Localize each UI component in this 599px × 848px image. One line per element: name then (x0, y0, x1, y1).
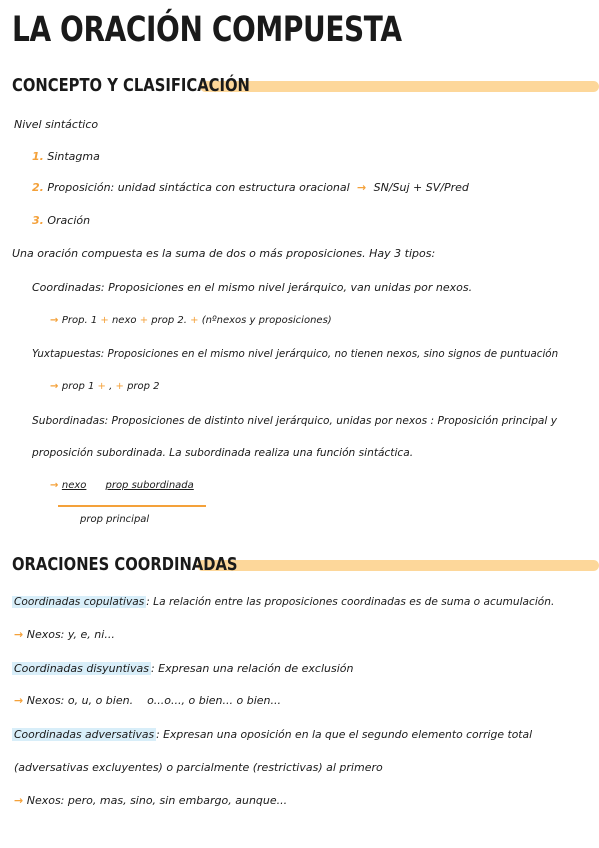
page-title: LA ORACIÓN COMPUESTA (12, 10, 402, 50)
list-item (32, 214, 90, 227)
definition-text: : Expresan una relación de exclusión (150, 662, 354, 675)
list-text: Sintagma (47, 150, 100, 163)
formula-term: prop 1 (61, 381, 95, 392)
list-item (32, 150, 100, 163)
highlight-label: Coordinadas copulativas (14, 596, 145, 608)
section-heading-bar (197, 560, 599, 571)
section-heading-concepto: CONCEPTO Y CLASIFICACIÓN (12, 75, 250, 96)
nivel-sintactico-label: Nivel sintáctico (14, 118, 99, 131)
subordinadas-formula (50, 480, 194, 491)
prop-principal-label: prop principal (80, 514, 150, 525)
list-item (32, 181, 469, 194)
subordinadas-def: Subordinadas: Proposiciones de distinto nivel jerárquico, unidas por nexos : Proposición principal y (32, 415, 557, 427)
copulativas-nexos (14, 628, 115, 641)
arrow-right-icon: → (14, 628, 24, 641)
highlight-label: Coordinadas disyuntivas (14, 662, 149, 675)
arrow-right-icon: → (50, 381, 62, 392)
yuxtapuestas-def: Yuxtapuestas: Proposiciones en el mismo nivel jerárquico, no tienen nexos, sino signos de puntuación (32, 348, 559, 360)
intro-text: Una oración compuesta es la suma de dos o más proposiciones. Hay 3 tipos: (12, 247, 436, 260)
list-text: Proposición: unidad sintáctica con estructura oracional (47, 181, 350, 194)
arrow-right-icon: → (353, 181, 371, 194)
list-tail: SN/Suj + SV/Pred (373, 181, 469, 194)
formula-term: prop 2. (151, 315, 187, 326)
coordinadas-formula: → Prop. 1 + nexo + prop 2. + (nºnexos y proposiciones) (50, 315, 332, 326)
list-text: Oración (47, 214, 91, 227)
formula-term: , (109, 381, 113, 392)
nexos-text: Nexos: pero, mas, sino, sin embargo, aunque... (26, 794, 288, 807)
definition-text: : La relación entre las proposiciones coordinadas es de suma o acumulación. (146, 596, 555, 608)
list-number: 1. (32, 150, 44, 163)
arrow-right-icon: → (14, 694, 24, 707)
formula-term: (nºnexos y proposiciones) (201, 315, 332, 326)
list-number: 3. (32, 214, 44, 227)
definition-text: : Expresan una oposición en la que el segundo elemento corrige total (156, 728, 533, 741)
section-heading-bar (200, 81, 599, 92)
adversativas-def-2: (adversativas excluyentes) o parcialmente (restrictivas) al primero (14, 761, 383, 774)
coordinadas-def: Coordinadas: Proposiciones en el mismo nivel jerárquico, van unidas por nexos. (32, 281, 473, 294)
adversativas-def (12, 728, 532, 741)
arrow-right-icon: → (50, 480, 62, 491)
disyuntivas-nexos (14, 694, 281, 707)
formula-term: Prop. 1 (61, 315, 98, 326)
highlight-label: Coordinadas adversativas (14, 728, 155, 741)
formula-term: prop subordinada (105, 480, 194, 491)
formula-term: nexo (61, 480, 87, 491)
disyuntivas-def (12, 662, 354, 675)
nexos-text: Nexos: y, e, ni... (26, 628, 115, 641)
subordinadas-def-2: proposición subordinada. La subordinada realiza una función sintáctica. (32, 447, 414, 459)
yuxtapuestas-formula: → prop 1 + , + prop 2 (50, 381, 160, 392)
adversativas-nexos (14, 794, 287, 807)
list-number: 2. (32, 181, 44, 194)
formula-term: prop 2 (127, 381, 160, 392)
arrow-right-icon: → (50, 315, 62, 326)
section-heading-coordinadas: ORACIONES COORDINADAS (12, 554, 238, 575)
divider-line (58, 505, 206, 507)
copulativas-def (12, 596, 554, 608)
formula-term: nexo (111, 315, 137, 326)
nexos-text: Nexos: o, u, o bien. o...o..., o bien... o bien... (26, 694, 281, 707)
arrow-right-icon: → (14, 794, 24, 807)
